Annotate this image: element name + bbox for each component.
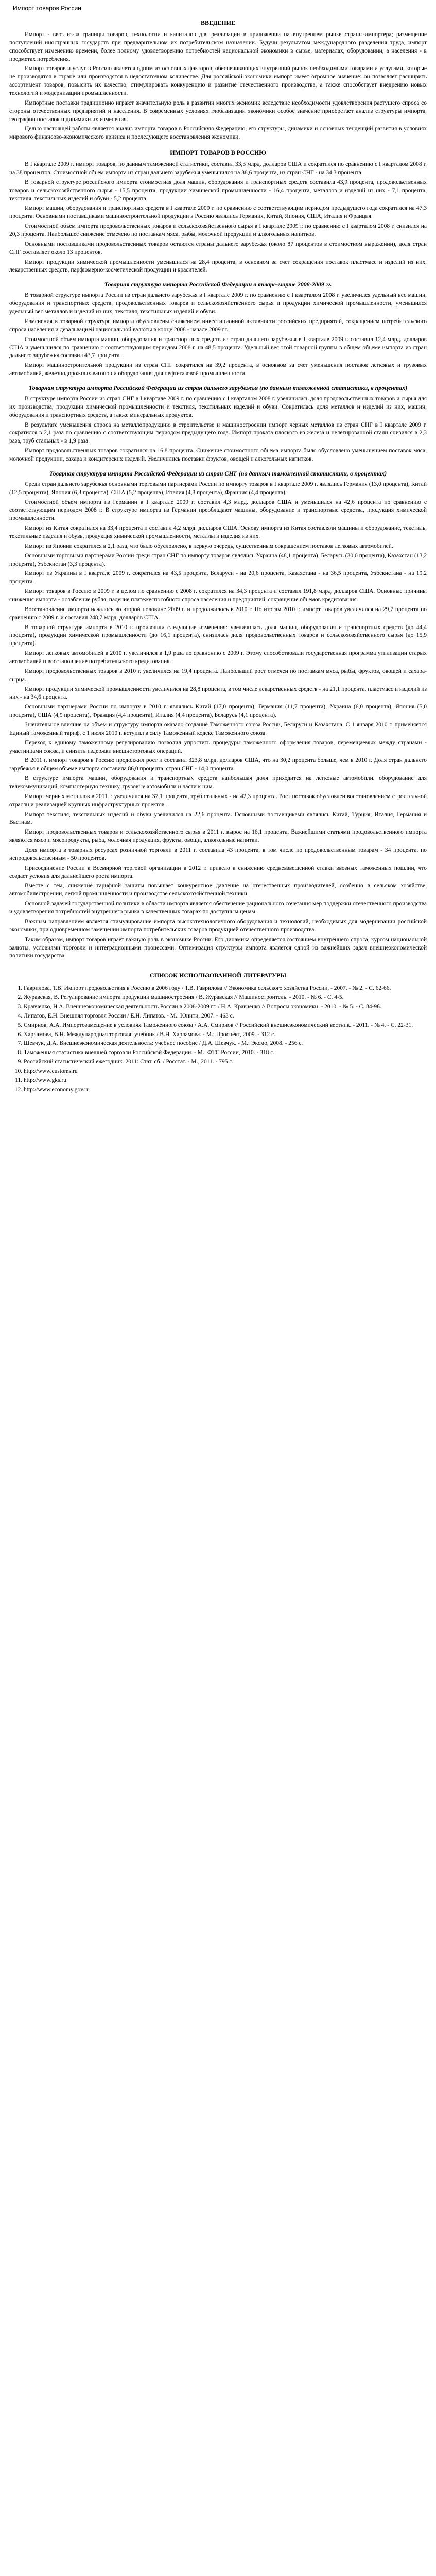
- reference-item: 8. Таможенная статистика внешней торговли Российской Федерации. - М.: ФТС России, 2010. - 318 с.: [24, 1049, 427, 1057]
- paragraph: Основными партнерами России по импорту в 2010 г. являлись Китай (17,0 процента), Германия (11,7 процента), Украина (6,0 процента), Япония (5,0 процента), США (4,9 процента), Франция (4,4 процента), Италия (4,4 процента), Беларусь (4,1 процента).: [9, 704, 427, 719]
- paragraph: В 2011 г. импорт товаров в Россию продолжил рост и составил 323,8 млрд. долларов США, что на 30,2 процента больше, чем в 2010 г. Доля стран дальнего зарубежья в общем объеме импорта составила 86,0 процента, стран СНГ - 14,0 процента.: [9, 757, 427, 772]
- paragraph: Импорт продовольственных товаров и сельскохозяйственного сырья в 2011 г. вырос на 16,1 процента. Важнейшими статьями продовольственного импорта являются мясо и мясопродукты, рыба, молочная продукция, фрукты, овощи, алкогольные напитки.: [9, 829, 427, 844]
- paragraph: Восстановление импорта началось во второй половине 2009 г. и продолжилось в 2010 г. По итогам 2010 г. импорт товаров увеличился на 29,7 процента по сравнению с 2009 г. и составил 248,7 млрд. долларов США.: [9, 606, 427, 621]
- paragraph: Импорт машиностроительной продукции из стран СНГ сократился на 39,2 процента, в основном за счет уменьшения поставок легковых и грузовых автомобилей, железнодорожных вагонов и оборудования для нефтегазовой промышленности.: [9, 362, 427, 377]
- paragraph: Импортные поставки традиционно играют значительную роль в развитии многих экономик вследствие необходимости удовлетворения растущего спроса со стороны отечественных предприятий и населения. В современных условиях глобализации экономики особое значение приобретает анализ структуры импорта, географии поставок и динамики их изменения.: [9, 99, 427, 123]
- paragraph: Доля импорта в товарных ресурсах розничной торговли в 2011 г. составила 43 процента, в том числе по продовольственным товарам - 34 процента, по непродовольственным - 50 процентов.: [9, 847, 427, 861]
- paragraph: Изменения в товарной структуре импорта обусловлены снижением инвестиционной активности российских предприятий, сокращением потребительского спроса населения и девальвацией национальной валюты в конце 2008 - начале 2009 гг.: [9, 318, 427, 333]
- paragraph: В товарной структуре российского импорта стоимостная доля машин, оборудования и транспортных средств составила 43,9 процента, продовольственных товаров и сельскохозяйственного сырья - 15,5 процента, продукции химической промышленности - 16,4 процента, металлов и изделий из них - 7,1 процента, текстиля, текстильных изделий и обуви - 5,2 процента.: [9, 179, 427, 202]
- paragraph: Импорт товаров в Россию в 2009 г. в целом по сравнению с 2008 г. сократился на 34,3 процента и составил 191,8 млрд. долларов США. Основные причины снижения импорта - ослабление рубля, падение платежеспособного спроса населения и предприятий, сокращение объемов кредитования.: [9, 588, 427, 603]
- paragraph: Стоимостной объем импорта из Германии в I квартале 2009 г. составил 4,3 млрд. долларов США и уменьшился на 42,6 процента по сравнению с соответствующим периодом 2008 г. В структуре импорта из Германии преобладают машины, оборудование и транспортные средства, продукция химической промышленности.: [9, 499, 427, 522]
- paragraph: В товарной структуре импорта в 2010 г. произошли следующие изменения: увеличилась доля машин, оборудования и транспортных средств (до 44,4 процента), продукции химической промышленности (до 16,1 процента), снизилась доля продовольственных товаров и сельскохозяйственного сырья (до 15,9 процента).: [9, 624, 427, 647]
- reference-item: 4. Липатов, Е.Н. Внешняя торговля России / Е.Н. Липатов. - М.: Юнити, 2007. - 463 с.: [24, 1012, 427, 1021]
- paragraph: Стоимостной объем импорта машин, оборудования и транспортных средств из стран дальнего зарубежья в I квартале 2009 г. составил 12,4 млрд. долларов США и уменьшился по сравнению с соответствующим периодом 2008 г. на 48,5 процента. Удельный вес этой товарной группы в общем объеме импорта из стран дальнего зарубежья составил 43,7 процента.: [9, 336, 427, 359]
- paragraph: Импорт товаров и услуг в Россию является одним из основных факторов, обеспечивающих внутренний рынок необходимыми товарами и услугами, которые не производятся в стране или производятся в недостаточном количестве. Для российской экономики импорт имеет огромное значение: он позволяет расширить ассортимент товаров, повысить их качество, стимулировать конкуренцию и развитие отечественного производства, а также способствует внедрению новых технологий и модернизации промышленности.: [9, 65, 427, 97]
- paragraph: Импорт машин, оборудования и транспортных средств в I квартале 2009 г. по сравнению с соответствующим периодом предыдущего года сократился на 47,3 процента. Основными поставщиками машиностроительной продукции в Россию являлись Германия, Китай, Япония, США, Италия и Франция.: [9, 205, 427, 220]
- paragraph: Значительное влияние на объем и структуру импорта оказало создание Таможенного союза России, Беларуси и Казахстана. С 1 января 2010 г. применяется Единый таможенный тариф, с 1 июля 2010 г. вступил в силу Таможенный кодекс Таможенного союза.: [9, 722, 427, 736]
- paragraph: Переход к единому таможенному регулированию позволил упростить процедуры таможенного оформления товаров, перемещаемых между странами - участницами союза, и снизить издержки внешнеторговых операций.: [9, 739, 427, 754]
- paragraph: Импорт текстиля, текстильных изделий и обуви увеличился на 22,6 процента. Основными поставщиками являлись Китай, Турция, Италия, Германия и Вьетнам.: [9, 811, 427, 826]
- document-body: [9, 19, 427, 960]
- section-subheading: Товарная структура импорта Российской Федерации в январе-марте 2008-2009 гг.: [104, 281, 332, 289]
- reference-item: 12. http://www.economy.gov.ru: [24, 1086, 427, 1094]
- section-heading: ВВЕДЕНИЕ: [201, 19, 235, 26]
- paragraph: Среди стран дальнего зарубежья основными торговыми партнерами России по импорту товаров в I квартале 2009 г. являлись Германия (13,0 процента), Китай (12,5 процента), Япония (6,3 процента), США (5,2 процента), Италия (4,8 процента), Франция (4,4 процента).: [9, 481, 427, 496]
- paragraph: Импорт из Украины в I квартале 2009 г. сократился на 43,5 процента, Беларуси - на 20,6 процента, Казахстана - на 36,5 процента, Узбекистана - на 19,2 процента.: [9, 570, 427, 585]
- reference-item: 7. Шевчук, Д.А. Внешнеэкономическая деятельность: учебное пособие / Д.А. Шевчук. - М.: Эксмо, 2008. - 256 с.: [24, 1040, 427, 1048]
- paragraph: Импорт продовольственных товаров сократился на 16,8 процента. Снижение стоимостного объема импорта было обусловлено уменьшением поставок мяса, молочной продукции, сахара и кондитерских изделий. Увеличились поставки фруктов, овощей и алкогольных напитков.: [9, 448, 427, 462]
- reference-item: 11. http://www.gks.ru: [24, 1077, 427, 1085]
- paragraph: Основной задачей государственной политики в области импорта является обеспечение рационального сочетания мер поддержки отечественного производства и удовлетворения потребностей внутреннего рынка в качественных товарах по доступным ценам.: [9, 901, 427, 916]
- paragraph: Импорт из Японии сократился в 2,1 раза, что было обусловлено, в первую очередь, существенным сокращением поставок легковых автомобилей.: [25, 543, 393, 549]
- paragraph: В структуре импорта машин, оборудования и транспортных средств наибольшая доля приходится на легковые автомобили, оборудование для телекоммуникаций, компьютерную технику, грузовые автомобили и части к ним.: [9, 775, 427, 790]
- paragraph: Импорт - ввоз из-за границы товаров, технологии и капиталов для реализации в приложении на внутреннем рынке страны-импортера; размещение поступлений иностранных государств при предварительном их потребительском назначении. Будучи результатом международного разделения труда, импорт способствует изменению времени, более полному удовлетворению потребностей национальной экономики в сырье, материалах, оборудовании, а населения - в предметах потребления.: [9, 31, 427, 62]
- section-heading: ИМПОРТ ТОВАРОВ В РОССИЮ: [170, 149, 266, 157]
- paragraph: Присоединение России к Всемирной торговой организации в 2012 г. привело к снижению средневзвешенной ставки ввозных таможенных пошлин, что создает условия для дальнейшего роста импорта.: [9, 865, 427, 879]
- paragraph: Импорт продовольственных товаров в 2010 г. увеличился на 19,4 процента. Наибольший рост отмечен по поставкам мяса, рыбы, фруктов, овощей и сахара-сырца.: [9, 668, 427, 683]
- paragraph: Импорт черных металлов в 2011 г. увеличился на 37,1 процента, труб стальных - на 42,3 процента. Рост поставок обусловлен восстановлением строительной отрасли и реализацией крупных инфраструктурных проектов.: [9, 793, 427, 808]
- reference-item: 2. Журавская, В. Регулирование импорта продукции машиностроения / В. Журавская // Машиностроитель. - 2010. - № 6. - С. 4-5.: [24, 994, 427, 1002]
- reference-item: 5. Смирнов, А.А. Импортозамещение в условиях Таможенного союза / А.А. Смирнов // Российский внешнеэкономический вестник. - 2011. - № 4. - С. 22-31.: [24, 1022, 427, 1030]
- paragraph: Импорт легковых автомобилей в 2010 г. увеличился в 1,9 раза по сравнению с 2009 г. Этому способствовали государственная программа утилизации старых автомобилей и восстановление потребительского кредитования.: [9, 650, 427, 665]
- paragraph: Основными поставщиками продовольственных товаров остаются страны дальнего зарубежья (около 87 процентов в стоимостном выражении), доля стран СНГ составляет около 13 процентов.: [9, 241, 427, 256]
- paragraph: Основными торговыми партнерами России среди стран СНГ по импорту товаров являлись Украина (48,1 процента), Беларусь (30,0 процента), Казахстан (13,2 процента), Узбекистан (3,3 процента).: [9, 552, 427, 567]
- references-title: СПИСОК ИСПОЛЬЗОВАННОЙ ЛИТЕРАТУРЫ: [149, 972, 287, 979]
- paragraph: В товарной структуре импорта России из стран дальнего зарубежья в I квартале 2009 г. по сравнению с I кварталом 2008 г. увеличился удельный вес машин, оборудования и транспортных средств, продовольственных товаров и сельскохозяйственного сырья и продукции химической промышленности, уменьшился удельный вес металлов и изделий из них, текстиля, текстильных изделий и обуви.: [9, 292, 427, 315]
- paragraph: Импорт продукции химической промышленности увеличился на 28,8 процента, в том числе лекарственных средств - на 21,1 процента, пластмасс и изделий из них - на 34,6 процента.: [9, 686, 427, 701]
- document-title: Импорт товаров России: [13, 5, 81, 12]
- reference-item: 10. http://www.customs.ru: [24, 1067, 427, 1076]
- paragraph: Импорт продукции химической промышленности уменьшился на 28,4 процента, в основном за счет сокращения поставок пластмасс и изделий из них, лекарственных средств, парфюмерно-косметической продукции и красителей.: [9, 259, 427, 274]
- reference-item: 3. Кравченко, Н.А. Внешнеэкономическая деятельность России в 2008-2009 гг. / Н.А. Кравченко // Вопросы экономики. - 2010. - № 5. - С. 84-96.: [24, 1003, 427, 1011]
- reference-item: 1. Гаврилова, Т.В. Импорт продовольствия в Россию в 2006 году / Т.В. Гаврилова // Экономика сельского хозяйства России. - 2007. - № 2. - С. 62-66.: [24, 985, 427, 993]
- paragraph: Импорт из Китая сократился на 33,4 процента и составил 4,2 млрд. долларов США. Основу импорта из Китая составляли машины и оборудование, текстиль, текстильные изделия и обувь, продукция химической промышленности, металлы и изделия из них.: [9, 525, 427, 539]
- paragraph: Стоимостной объем импорта продовольственных товаров и сельскохозяйственного сырья в I квартале 2009 г. по сравнению с I кварталом 2008 г. снизился на 20,3 процента. Наибольшее снижение отмечено по поставкам мяса, рыбы, молочной продукции и алкогольных напитков.: [9, 223, 427, 238]
- paragraph: В I квартале 2009 г. импорт товаров, по данным таможенной статистики, составил 33,3 млрд. долларов США и сократился по сравнению с I кварталом 2008 г. на 38 процентов. Стоимостной объем импорта из стран дальнего зарубежья уменьшился на 38,6 процента, из стран СНГ - на 34,3 процента.: [9, 161, 427, 176]
- paragraph: В структуре импорта России из стран СНГ в I квартале 2009 г. по сравнению с I кварталом 2008 г. увеличилась доля продовольственных товаров и сырья для их производства, продукции химической промышленности и текстиля, текстильных изделий и обуви. Сократилась доля металлов и изделий из них, машин, оборудования и транспортных средств, а также минеральных продуктов.: [9, 395, 427, 418]
- section-subheading: Товарная структура импорта Российской Федерации из стран СНГ (по данным таможенной статистики, в процентах): [49, 469, 387, 477]
- reference-item: 9. Российский статистический ежегодник. 2011: Стат. сб. / Росстат. - М., 2011. - 795 с.: [24, 1058, 427, 1066]
- reference-item: 6. Харламова, В.Н. Международная торговля: учебник / В.Н. Харламова. - М.: Проспект, 2009. - 312 с.: [24, 1031, 427, 1039]
- section-subheading: Товарная структура импорта Российской Федерации из стран дальнего зарубежья (по данным таможенной статистики, в процентах): [28, 384, 408, 392]
- paragraph: В результате уменьшения спроса на металлопродукцию в строительстве и машиностроении импорт черных металлов из стран СНГ в I квартале 2009 г. сократился в 2,1 раза по сравнению с соответствующим периодом предыдущего года. Импорт проката плоского из железа и нелегированной стали снизился в 2,3 раза, труб стальных - в 1,9 раза.: [9, 421, 427, 445]
- paragraph: Важным направлением является стимулирование импорта высокотехнологичного оборудования и технологий, необходимых для модернизации российской экономики, при одновременном замещении импорта потребительских товаров продукцией отечественного производства.: [9, 918, 427, 933]
- document-page: [0, 0, 436, 1106]
- references-list: [9, 985, 427, 1094]
- paragraph: Целью настоящей работы является анализ импорта товаров в Российскую Федерацию, его структуры, динамики и основных тенденций развития в условиях мирового финансово-экономического кризиса и последующего восстановления экономики.: [9, 126, 427, 141]
- paragraph: Вместе с тем, снижение тарифной защиты повышает конкурентное давление на отечественных производителей, особенно в сельском хозяйстве, автомобилестроении, легкой промышленности и производстве сельскохозяйственной техники.: [9, 883, 427, 897]
- paragraph: Таким образом, импорт товаров играет важную роль в экономике России. Его динамика определяется состоянием внутреннего спроса, курсом национальной валюты, условиями торговли и интеграционными процессами. Оптимизация структуры импорта является одной из важнейших задач внешнеэкономической политики государства.: [9, 936, 427, 959]
